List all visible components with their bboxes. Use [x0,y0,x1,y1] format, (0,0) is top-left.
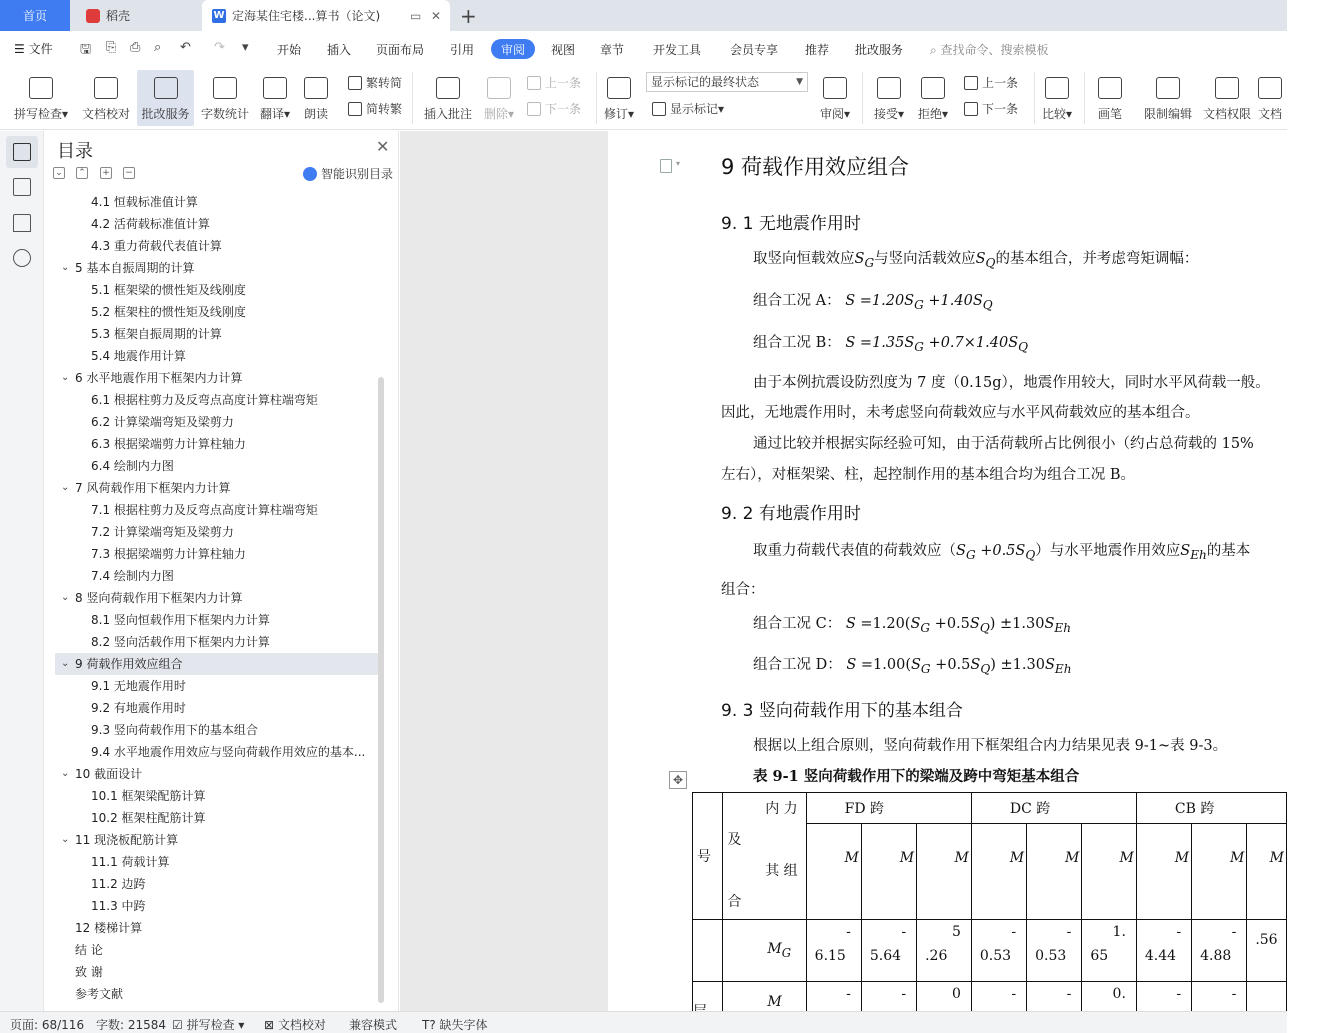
close-tab-icon[interactable]: ✕ [431,8,442,23]
table-cell: .56 [1247,920,1287,982]
show-markup-icon [652,102,666,116]
doc-permission-icon [1215,77,1239,99]
next-comment-label: 下一条 [545,102,582,116]
toc-item[interactable] [55,851,379,873]
table-cell: - 6.15 [806,920,861,982]
document-page[interactable] [608,131,1287,1011]
table-cell-m-header: M [1247,824,1287,920]
menu-reference[interactable]: 引用 [450,43,475,57]
toc-item[interactable] [55,367,379,389]
insert-comment-icon [436,77,460,99]
chevron-down-icon[interactable]: ⌄ [61,768,70,779]
table-cell: - 5.64 [861,920,916,982]
table-header-dc-span: DC 跨 [971,793,1136,824]
doc-permission-label: 文档权限 [1202,107,1251,121]
menu-chapter[interactable]: 章节 [600,43,625,57]
select-arrow-icon: ▼ [796,77,803,87]
toc-item-label: 致 谢 [75,965,103,979]
toc-item[interactable] [55,543,379,565]
toc-item-label: 9.2 有地震作用时 [91,701,186,715]
close-icon[interactable]: ✕ [376,137,390,156]
read-aloud-button[interactable] [298,70,334,126]
preview-icon[interactable]: ⌕ [154,40,162,55]
heading-9-2: 9. 2 有地震作用时 [721,504,861,524]
doc-check-button[interactable] [78,70,134,126]
spell-check-status-label: 拼写检查 [186,1018,235,1032]
word-count-button[interactable] [197,70,253,126]
spell-check-icon [29,77,53,99]
chevron-down-icon[interactable]: ▾ [676,159,681,168]
revise-label: 修订 [603,107,628,121]
markup-display-value: 显示标记的最终状态 [651,75,760,89]
delete-comment-label: 删除 [483,107,508,121]
heading-9: 9 荷载作用效应组合 [721,155,910,179]
toc-item[interactable] [55,895,379,917]
accept-icon [877,77,901,99]
revise-icon [607,77,631,99]
tab-daoke[interactable] [74,0,202,31]
trad-to-simp-icon [348,76,362,90]
undo-icon[interactable]: ↶ [180,40,191,55]
trad-to-simp-label: 繁转简 [366,76,403,90]
toc-item-label: 7.1 根据柱剪力及反弯点高度计算柱端弯矩 [91,503,318,517]
toc-item-label: 8.2 竖向活载作用下框架内力计算 [91,635,270,649]
formula-case-a: 组合工况 A： $S =1.20S_G +1.40S_Q$ [753,293,993,312]
chevron-down-icon[interactable]: ⌄ [61,262,70,273]
word-count-indicator[interactable]: 字数: 21584 [96,1018,167,1032]
chevron-down-icon[interactable]: ⌄ [61,834,70,845]
insert-comment-label: 插入批注 [423,107,472,121]
menu-review-service[interactable]: 批改服务 [855,43,904,57]
toc-item-label: 5.4 地震作用计算 [91,349,186,363]
toc-item[interactable] [55,697,379,719]
paragraph-seismic: 由于本例抗震设防烈度为 7 度（0.15g），地震作用较大，同时水平风荷载一般。 [753,375,1270,391]
trad-to-simp-button[interactable] [348,74,402,91]
table-cell-m-header: M [1027,824,1082,920]
tab-bar [0,0,1287,31]
toc-item[interactable] [55,301,379,323]
toc-item-label: 11 现浇板配筋计算 [75,833,179,847]
menu-dev-tools[interactable]: 开发工具 [653,43,702,57]
accept-label: 接受 [873,107,898,121]
toc-item-label: 10.1 框架梁配筋计算 [91,789,206,803]
toc-item[interactable] [55,389,379,411]
toc-item-label: 6.1 根据柱剪力及反弯点高度计算柱端弯矩 [91,393,318,407]
table-cell: - 4.44 [1136,920,1191,982]
ribbon-separator [596,72,597,124]
revise-button[interactable]: 修订▾ [600,70,638,126]
ribbon-toolbar [0,66,1287,130]
table-cell: - 0.53 [1027,920,1082,982]
restrict-edit-button[interactable] [1140,70,1196,126]
toc-item[interactable] [55,521,379,543]
restrict-edit-icon [1156,77,1180,99]
table-cell: - 0.53 [971,920,1026,982]
word-count-label: 字数统计 [200,107,249,121]
doc-more-icon [1258,77,1282,99]
smart-toc-icon [303,167,317,181]
toc-item-label: 4.2 活荷载标准值计算 [91,217,210,231]
toc-item-label: 9.1 无地震作用时 [91,679,186,693]
accept-button[interactable]: 接受▾ [870,70,908,126]
delete-comment-icon [487,77,511,99]
prev-comment-icon [527,76,541,90]
doc-more-label: 文档 [1258,107,1283,121]
file-menu-label: 文件 [28,42,53,56]
word-count-icon [213,77,237,99]
pen-label: 画笔 [1097,107,1122,121]
chapter-nav-icon[interactable] [13,178,31,196]
chevron-down-icon[interactable]: ⌄ [61,482,70,493]
doc-check-status-label: 文档校对 [277,1018,326,1032]
moment-combination-table[interactable] [692,792,1287,1022]
status-bar [0,1011,1287,1033]
writer-logo-icon: W [213,10,225,21]
customize-icon[interactable]: ▾ [242,40,249,55]
toc-item[interactable] [55,763,379,785]
new-tab-icon[interactable]: + [460,4,477,28]
table-header-col1: 内 力 及 其 组 合 [723,793,806,920]
tab-daoke-label: 稻壳 [106,9,131,23]
review-pane-icon [823,77,847,99]
table-cell: - 4.88 [1192,920,1247,982]
heading-9-3: 9. 3 竖向荷载作用下的基本组合 [721,701,963,721]
toc-item-label: 参考文献 [75,987,124,1001]
menu-view[interactable]: 视图 [551,43,576,57]
spell-check-button[interactable]: 拼写检查▾ [10,70,72,126]
menu-bar [0,31,1287,66]
toc-item[interactable] [55,939,379,961]
daoke-logo-icon [86,9,100,23]
prev-comment-button[interactable] [527,74,581,91]
insert-comment-button[interactable] [420,70,476,126]
table-row-label: $M_G$ [723,920,806,982]
table-header-fd-span: FD 跨 [806,793,971,824]
toc-item[interactable] [55,631,379,653]
ribbon-separator [1034,72,1035,124]
delete-comment-button[interactable]: 删除▾ [480,70,518,126]
prev-change-icon [964,76,978,90]
toc-item-label: 5 基本自振周期的计算 [75,261,195,275]
outline-icon[interactable] [13,143,31,161]
restrict-edit-label: 限制编辑 [1143,107,1192,121]
command-search-label: 查找命令、搜索模板 [940,43,1049,57]
paragraph-9-1-intro: 取竖向恒载效应$S_G$与竖向活载效应$S_Q$的基本组合，并考虑弯矩调幅： [753,251,1199,270]
reject-icon [921,77,945,99]
toc-item[interactable] [55,235,379,257]
missing-font-indicator[interactable]: T? 缺失字体 [422,1018,488,1032]
toc-item[interactable] [55,433,379,455]
reject-button[interactable]: 拒绝▾ [914,70,952,126]
menu-member[interactable]: 会员专享 [730,43,779,57]
toc-item[interactable] [55,213,379,235]
bookmark-icon[interactable] [13,214,31,232]
doc-check-status[interactable]: ⊠ 文档校对 [264,1018,326,1032]
prev-comment-label: 上一条 [545,76,582,90]
next-change-button[interactable] [964,100,1018,117]
toc-item[interactable] [55,719,379,741]
formula-case-c: 组合工况 C： $S =1.20(S_G +0.5S_Q) \pm 1.30S_{Eh}$ [753,616,1071,635]
pen-button[interactable] [1092,70,1128,126]
toc-item[interactable] [55,279,379,301]
compare-button[interactable]: 比较▾ [1038,70,1076,126]
table-cell-m-header: M [1136,824,1191,920]
next-comment-button[interactable] [527,100,581,117]
toc-title: 目录 [57,141,93,162]
pen-icon [1098,77,1122,99]
ribbon-separator [412,72,413,124]
doc-check-icon [94,77,118,99]
toc-item-label: 9 荷载作用效应组合 [75,657,183,671]
table-cell: - [971,982,1026,1022]
show-markup-button[interactable]: 显示标记 ▾ [652,100,724,117]
toc-item-label: 5.2 框架柱的惯性矩及线刚度 [91,305,246,319]
missing-font-label: 缺失字体 [439,1018,488,1032]
export-icon[interactable]: ⎘ [106,40,117,55]
table-cell: - [1027,982,1082,1022]
print-icon[interactable]: ⎙ [130,40,141,55]
toc-item[interactable] [55,829,379,851]
paragraph-9-2-cont: 组合： [721,582,765,598]
toc-item[interactable] [55,323,379,345]
read-aloud-icon [304,77,328,99]
left-nav-strip [0,131,44,1011]
menu-recommend[interactable]: 推荐 [805,43,830,57]
toc-item-label: 11.1 荷载计算 [91,855,170,869]
toc-item-label: 6 水平地震作用下框架内力计算 [75,371,243,385]
paragraph-seismic-cont: 因此，无地震作用时，未考虑竖向荷载效应与水平风荷载效应的基本组合。 [721,405,1200,421]
menu-review[interactable]: 审阅 [491,39,535,59]
toc-item[interactable] [55,455,379,477]
table-cell [693,920,723,982]
review-service-label: 批改服务 [141,107,190,121]
doc-permission-button[interactable] [1200,70,1254,126]
window-mode-icon[interactable]: ▭ [410,8,422,23]
translate-icon [263,77,287,99]
toc-item[interactable] [55,477,379,499]
toc-item-label: 7 风荷载作用下框架内力计算 [75,481,231,495]
save-icon[interactable]: 🖫 [80,42,92,57]
paragraph-9-3-intro: 根据以上组合原则，竖向荷载作用下框架组合内力结果见表 9-1~表 9-3。 [753,738,1228,754]
paragraph-9-2-intro: 取重力荷载代表值的荷载效应$(S_G +0.5S_Q)$与水平地震作用效应$S_{Eh}$的基本 [753,543,1251,562]
menu-page-layout[interactable]: 页面布局 [376,43,425,57]
toc-item-label: 4.1 恒载标准值计算 [91,195,198,209]
toc-item-label: 4.3 重力荷载代表值计算 [91,239,222,253]
table-cell: - [806,982,861,1022]
document-area [400,131,1287,1011]
remove-heading-icon[interactable]: − [123,167,135,179]
ribbon-separator [1084,72,1085,124]
ribbon-separator [862,72,863,124]
simp-to-trad-icon [348,102,362,116]
table-cell-m-header: M [861,824,916,920]
chevron-down-icon[interactable]: ⌄ [61,592,70,603]
redo-icon[interactable]: ↷ [214,40,225,55]
toc-item[interactable] [55,191,379,213]
table-header-col0: 号 [693,793,723,920]
toc-item-label: 9.4 水平地震作用效应与竖向荷载作用效应的基本... [91,745,366,759]
toc-item-label: 11.3 中跨 [91,899,146,913]
table-cell-m-header: M [1192,824,1247,920]
toc-item[interactable] [55,565,379,587]
review-pane-button[interactable]: 审阅▾ [816,70,854,126]
toc-item[interactable] [55,587,379,609]
toc-item[interactable] [55,499,379,521]
compare-icon [1045,77,1069,99]
toc-item[interactable] [55,917,379,939]
read-aloud-label: 朗读 [303,107,328,121]
translate-button[interactable]: 翻译▾ [256,70,294,126]
toc-item-label: 11.2 边跨 [91,877,146,891]
command-search[interactable]: ⌕ 查找命令、搜索模板 [930,43,1049,57]
toc-item[interactable] [55,257,379,279]
toc-item[interactable] [55,653,379,675]
table-cell: 1. 65 [1082,920,1137,982]
menu-insert[interactable]: 插入 [327,43,352,57]
toc-scrollbar[interactable] [378,377,384,1003]
table-cell-m-header: M [971,824,1026,920]
table-cell-m-header: M [917,824,972,920]
simp-to-trad-label: 简转繁 [366,102,403,116]
review-pane-label: 审阅 [819,107,844,121]
table-cell: 0. [1082,982,1137,1022]
paragraph-compare-cont: 左右），对框架梁、柱，起控制作用的基本组合均为组合工况 B。 [721,467,1136,483]
markup-display-select[interactable] [646,72,808,92]
table-cell-m-header: M [1082,824,1137,920]
heading-9-1: 9. 1 无地震作用时 [721,214,861,234]
toc-item[interactable] [55,609,379,631]
toc-item-label: 结 论 [75,943,103,957]
toc-item-label: 6.3 根据梁端剪力计算柱轴力 [91,437,246,451]
paragraph-menu-icon[interactable] [660,159,672,173]
tab-document-label: 定海某住宅楼...算书（论文) [232,9,381,23]
expand-up-icon[interactable]: ⌃ [76,167,88,179]
tab-document[interactable] [202,0,450,31]
spell-check-label: 拼写检查 [13,107,62,121]
compat-mode[interactable]: 兼容模式 [349,1018,398,1032]
toc-panel [45,131,399,1011]
next-change-icon [964,102,978,116]
toc-item-label: 6.4 绘制内力图 [91,459,174,473]
table-cell: - [1136,982,1191,1022]
toc-item-label: 7.2 计算梁端弯矩及梁剪力 [91,525,234,539]
table-cell: - [861,982,916,1022]
toc-item-label: 8.1 竖向恒载作用下框架内力计算 [91,613,270,627]
toc-item[interactable] [55,983,379,1005]
toc-item-label: 10.2 框架柱配筋计算 [91,811,206,825]
toc-item-label: 12 楼梯计算 [75,921,143,935]
toc-item[interactable] [55,675,379,697]
reject-label: 拒绝 [917,107,942,121]
table-row-label: M [723,982,806,1022]
translate-label: 翻译 [259,107,284,121]
table-header-cb-span: CB 跨 [1136,793,1286,824]
toc-item-label: 5.1 框架梁的惯性矩及线刚度 [91,283,246,297]
table-cell: 0 [917,982,972,1022]
search-icon[interactable] [13,249,31,267]
prev-change-button[interactable] [964,74,1018,91]
toc-item-label: 8 竖向荷载作用下框架内力计算 [75,591,243,605]
table-caption: 表 9-1 竖向荷载作用下的梁端及跨中弯矩基本组合 [753,768,1080,785]
compare-label: 比较 [1041,107,1066,121]
doc-more-button[interactable] [1258,70,1287,126]
next-comment-icon [527,102,541,116]
toc-item-label: 9.3 竖向荷载作用下的基本组合 [91,723,258,737]
chevron-down-icon[interactable]: ⌄ [61,658,70,669]
toc-item-label: 7.4 绘制内力图 [91,569,174,583]
toc-item-label: 7.3 根据梁端剪力计算柱轴力 [91,547,246,561]
toc-list [55,191,379,1005]
spell-check-toggle[interactable]: ☑ 拼写检查 ▾ [172,1018,245,1032]
formula-case-b: 组合工况 B： $S =1.35S_G +0.7\times 1.40S_Q$ [753,335,1029,354]
toc-item[interactable] [55,961,379,983]
toc-item-label: 10 截面设计 [75,767,143,781]
prev-change-label: 上一条 [982,76,1019,90]
paragraph-compare: 通过比较并根据实际经验可知，由于活荷载所占比例很小（约占总荷载的 15% [753,436,1254,452]
page-indicator[interactable]: 页面: 68/116 [10,1018,85,1032]
smart-toc-label: 智能识别目录 [321,167,394,181]
menu-start[interactable]: 开始 [277,43,302,57]
smart-toc-button[interactable] [303,165,393,182]
review-service-button[interactable] [137,70,194,126]
table-move-handle-icon[interactable]: ✥ [669,771,687,789]
toc-item[interactable] [55,873,379,895]
toc-item[interactable] [55,741,379,763]
toc-item[interactable] [55,411,379,433]
simp-to-trad-button[interactable] [348,100,402,117]
toc-item-label: 5.3 框架自振周期的计算 [91,327,222,341]
chevron-down-icon[interactable]: ⌄ [61,372,70,383]
table-cell: - [1192,982,1247,1022]
show-markup-label: 显示标记 [670,102,719,116]
toc-item[interactable] [55,345,379,367]
file-menu[interactable]: ☰ 文件 [14,42,53,56]
toc-item[interactable] [55,807,379,829]
doc-check-label: 文档校对 [81,107,130,121]
table-cell: 5 .26 [917,920,972,982]
toc-item[interactable] [55,785,379,807]
formula-case-d: 组合工况 D： $S =1.00(S_G +0.5S_Q) \pm 1.30S_{Eh}$ [753,657,1072,676]
collapse-all-icon[interactable]: ⌄ [53,167,65,179]
next-change-label: 下一条 [982,102,1019,116]
table-cell-m-header: M [806,824,861,920]
add-heading-icon[interactable]: + [100,167,112,179]
table-row [693,920,1287,982]
tab-home[interactable]: 首页 [0,0,70,31]
toc-item-label: 6.2 计算梁端弯矩及梁剪力 [91,415,234,429]
review-service-icon [154,77,178,99]
